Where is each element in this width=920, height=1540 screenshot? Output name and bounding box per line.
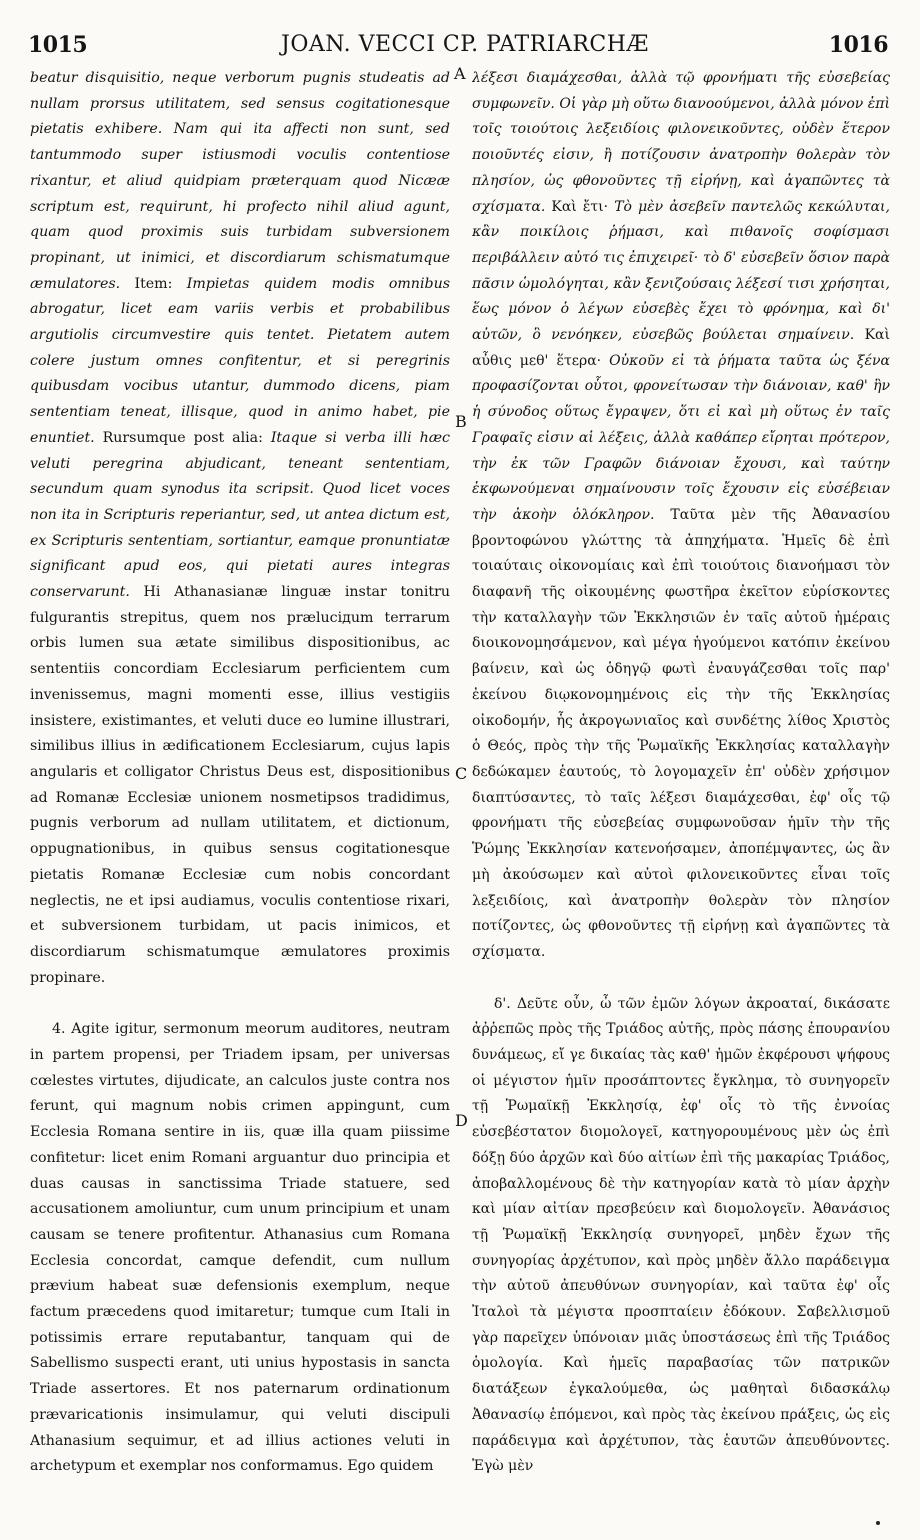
greek-italic-passage: Οὐκοῦν εἰ τὰ ῥήματα ταῦτα ὡς ξένα προφασίζονται οὗτοι, φρονείτωσαν τὴν διάνοιαν, καθ' ἣν ἡ σύνοδος οὕτως ἔγραψεν, ὅτι εἰ καὶ μὴ οὕτως ἐν ταῖς Γραφαῖς εἰσιν αἱ λέξεις, ἀλλὰ καθάπερ εἴρηται πρότερον, τὴν ἐκ τῶν Γραφῶν διάνοιαν ἔχουσι, καὶ ταύτην ἐκφωνούμεναι σημαίνουσιν τοῖς ἔχουσιν εἰς εὐσέβειαν τὴν ἀκοὴν ὁλόκληρον.	[472, 352, 890, 523]
latin-text: Rursumque post alia:	[94, 429, 271, 446]
greek-paragraph-2: δ'. Δεῦτε οὖν, ὦ τῶν ἐμῶν λόγων ἀκροαταί, δικάσατε ἀῤῥεπῶς πρὸς τῆς Τριάδος αὐτῆς, πρὸς πάσης ἐπουρανίου δυνάμεως, εἴ γε δικαίας τὰς καθ' ἡμῶν ἐκφέρουσι ψήφους οἱ μέγιστον ἡμῖν προσάπτοντες ἔγκλημα, τὸ συνηγορεῖν τῇ Ῥωμαϊκῇ Ἐκκλησίᾳ, ἐφ' οἷς τὸ τῆς ἐννοίας εὐσεβέστατον διομολογεῖ, κατηγορουμένους μὲν ὡς ἐπὶ δόξῃ δύο ἀρχῶν καὶ δύο αἰτίων ἐπὶ τῆς μακαρίας Τριάδος, ἀποβαλλομένους δὲ τὴν κατηγορίαν κατὰ τὸ μίαν ἀρχὴν καὶ μίαν αἰτίαν πρεσβεύειν καὶ διομολογεῖν. Ἀθανάσιος τῇ Ῥωμαϊκῇ Ἐκκλησίᾳ συνηγορεῖ, μηδὲν ἔχων τῆς συνηγορίας ἀρχέτυπον, καὶ πρὸς μηδὲν ἄλλο παράδειγμα τὴν αὐτοῦ ἀπευθύνων συνηγορίαν, καὶ ταῦτα ἐφ' οἷς Ἰταλοὶ τὰ μέγιστα προσπταίειν ἐδόκουν. Σαβελλισμοῦ γὰρ παρεῖχεν ὑπόνοιαν μιᾶς ὑποστάσεως ἐπὶ τῆς Τριάδος ὁμολογία. Καὶ ἡμεῖς παραβασίας τῶν πατρικῶν διατάξεων ἐγκαλούμεθα, ὡς μαθηταὶ διδασκάλῳ Ἀθανασίῳ ἑπόμενοι, καὶ πρὸς τὰς ἐκείνου πράξεις, ὡς εἰς παράδειγμα καὶ ἀρχέτυπον, τὰς ἑαυτῶν ἀπευθύνοντες. Ἐγὼ μὲν	[472, 995, 890, 1475]
latin-italic-passage: Itaque si verba illi hæc veluti peregrina abjudicant, teneant sententiam, secundum quam synodus ita scripsit. Quod licet voces non ita in Scripturis reperiantur, sed, ut antea dictum est, ex Scripturis sententiam, sortiantur, eamque pronuntiatæ significant apud eos, qui pietati aures integras conservarunt.	[30, 429, 450, 601]
latin-italic-passage: beatur disquisitio, neque verborum pugnis studeatis ad nullam prorsus utilitatem, sed sensus cogitationesque pietatis exhibere. Nam qui ita affecti non sunt, sed tantummodo super istiusmodi voculis contentiose rixantur, et aliud quidpiam præterquam quod Nicææ scriptum est, requirunt, hi profecto nihil aliud agunt, quam quod proximis suis turbidam subversionem propinant, ut inimici, et discordiarum schismatumque æmulatores.	[30, 70, 450, 292]
latin-paragraph-1	[30, 66, 450, 991]
ink-speck	[876, 1521, 880, 1525]
latin-column	[30, 66, 450, 1532]
page-number-right: 1016	[828, 32, 888, 58]
greek-text: Καὶ ἔτι·	[545, 198, 615, 215]
paragraph-gap	[472, 966, 890, 992]
latin-italic-passage: Impietas quidem modis omnibus abrogatur, licet eam variis verbis et probabilibus argutiolis circumvestire quis tentet. Pietatem autem colere justum omnes confitentur, et si peregrinis quibusdam vocibus utantur, dummodo dicens, piam sententiam teneat, illisque, quod in animo habet, pie enuntiet.	[30, 275, 450, 446]
greek-text: Ταῦτα μὲν τῆς Ἀθανασίου βροντοφώνου γλώττης τὰ ἀπηχήματα. Ἡμεῖς δὲ ἐπὶ τοιαύταις οἰκονομίαις καὶ ἐπὶ τοιούτοις διανοήμασι τὸν διαφανῆ τῆς οἰκουμένης φωστῆρα ἐκεῖτον εὑρίσκοντες τὴν καταλλαγὴν τῶν Ἐκκλησιῶν ἐν ταῖς αὐτοῦ ἡμέραις διοικονομησάμενον, καὶ μέγα ἡγούμενοι κατόπιν ἐκείνου βαίνειν, καὶ ὡς ὁδηγῷ φωτὶ ἐναυγάζεσθαι τοῖς παρ' ἐκείνου διῳκονομημένοις εἰς τὴν τῆς Ἐκκλησίας οἰκοδομήν, ἧς ἀκρογωνιαῖος καὶ συνδέτης λίθος Χριστὸς ὁ Θεός, πρὸς τὴν τῆς Ῥωμαϊκῆς Ἐκκλησίας καταλλαγὴν δεδώκαμεν ἑαυτούς, τὸ λογομαχεῖν ἐπ' οὐδὲν χρήσιμον διαπτύσαντες, τὸ ταῖς λέξεσι διαμάχεσθαι, ἐφ' οἷς τῷ φρονήματι τῆς εὐσεβείας συμφωνοῦσαν ἡμῖν τὴν τῆς Ῥώμης Ἐκκλησίαν κατενοήσαμεν, ἀποπέμψαντες, ὡς ἂν μὴ ἀκούσωμεν καὶ αὐτοὶ φιλονεικοῦντες εἶναι τοῖς λεξειδίοις, καὶ ἀνατροπὴν θολερὰν τὸν πλησίον ποτίζοντες, ὡς φθονοῦντες τῇ εἰρήνῃ καὶ ἀγαπῶντες τὰ σχίσματα.	[472, 506, 890, 960]
latin-text: Hi Athanasianæ linguæ instar tonitru fulgurantis strepitus, quem nos præluciдum terrarum orbis lumen sua ætate similibus dispositionibus, ac sententiis concordiam Ecclesiarum perficientem cum invenissemus, magni momenti esse, illius vestigiis insistere, existimantes, et veluti duce eo lumine illustrari, similibus illius in ædificationem Ecclesiarum, cujus lapis angularis et colligator Christus Deus est, dispositionibus ad Romanæ Ecclesiæ unionem nosmetipsos tradidimus, pugnis verborum ad nullam utilitatem, et dictionum, oppugnationibus, in quibus sensus cogitationesque pietatis Romanæ Ecclesiæ cum nobis concordant neglectis, ne et ipsi audiamus, voculis contentiose rixari, et subversionem turbidam, ut pacis inimicos, et discordiarum schismatumque æmulatores proximis propinare.	[30, 584, 450, 986]
margin-letter-b: B	[455, 412, 467, 431]
margin-letter-a: A	[454, 64, 466, 83]
margin-letter-c: C	[455, 764, 468, 783]
page-number-left: 1015	[28, 32, 88, 58]
greek-text: Καὶ αὖθις μεθ' ἕτερα·	[472, 327, 890, 369]
page-header	[0, 32, 920, 64]
greek-italic-passage: Τὸ μὲν ἀσεβεῖν παντελῶς κεκώλυται, κἂν ποικίλοις ῥήμασι, καὶ πιθανοῖς σοφίσμασι περιβάλλειν αὐτό τις ἐπιχειρεῖ· τὸ δ' εὐσεβεῖν ὅσιον παρὰ πᾶσιν ὡμολόγηται, κἂν ξενιζούσαις λέξεσί τισι χρήσηται, ἕως μόνον ὁ λέγων εὐσεβὲς ἔχει τὸ φρόνημα, καὶ δι' αὐτῶν, ὃ νενόηκεν, εὐσεβῶς βούλεται σημαίνειν.	[472, 198, 890, 344]
latin-paragraph-2: 4. Agite igitur, sermonum meorum auditores, neutram in partem propensi, per Triadem ipsam, per universas cœlestes virtutes, dijudicate, an calculos juste contra nos ferunt, qui magnum nobis crimen appingunt, cum Ecclesia Romana sentire in iis, quæ illa quam piissime confitetur: licet enim Romani arguantur duo principia et duas causas in sanctissima Triade statuere, sed accusationem amoliuntur, cum unum principium et unam causam se tenere profitentur. Athanasius cum Romana Ecclesia concordat, camque defendit, cum nullum prævium habeat suæ defensionis exemplum, neque factum præcedens quod imitaretur; tumque cum Itali in potissimis errare reputabantur, tanquam qui de Sabellismo suspecti erant, uti unius hypostasis in sancta Triade assertores. Et nos paternarum ordinationum prævaricationis insimulamur, qui veluti discipuli Athanasium sequimur, et ad illius actiones veluti in archetypum et exemplar nos conformamus. Ego quidem	[30, 1021, 450, 1475]
greek-paragraph-1	[472, 66, 890, 966]
latin-text: Item:	[120, 275, 187, 292]
greek-italic-passage: λέξεσι διαμάχεσθαι, ἀλλὰ τῷ φρονήματι τῆς εὐσεβείας συμφωνεῖν. Οἱ γὰρ μὴ οὕτω διανοούμενοι, ἀλλὰ μόνον ἐπὶ τοῖς τοιούτοις λεξειδίοις φιλονεικοῦντες, οὐδὲν ἕτερον ποιοῦντές εἰσιν, ἢ ποτίζουσιν ἀνατροπὴν θολερὰν τὸν πλησίον, ὡς φθονοῦντες τῇ εἰρήνῃ, καὶ ἀγαπῶντες τὰ σχίσματα.	[472, 70, 890, 215]
greek-column	[472, 66, 890, 1532]
margin-letter-d: D	[455, 1111, 468, 1130]
running-title: JOAN. VECCI CP. PATRIARCHÆ	[281, 32, 649, 57]
paragraph-gap	[30, 991, 450, 1017]
